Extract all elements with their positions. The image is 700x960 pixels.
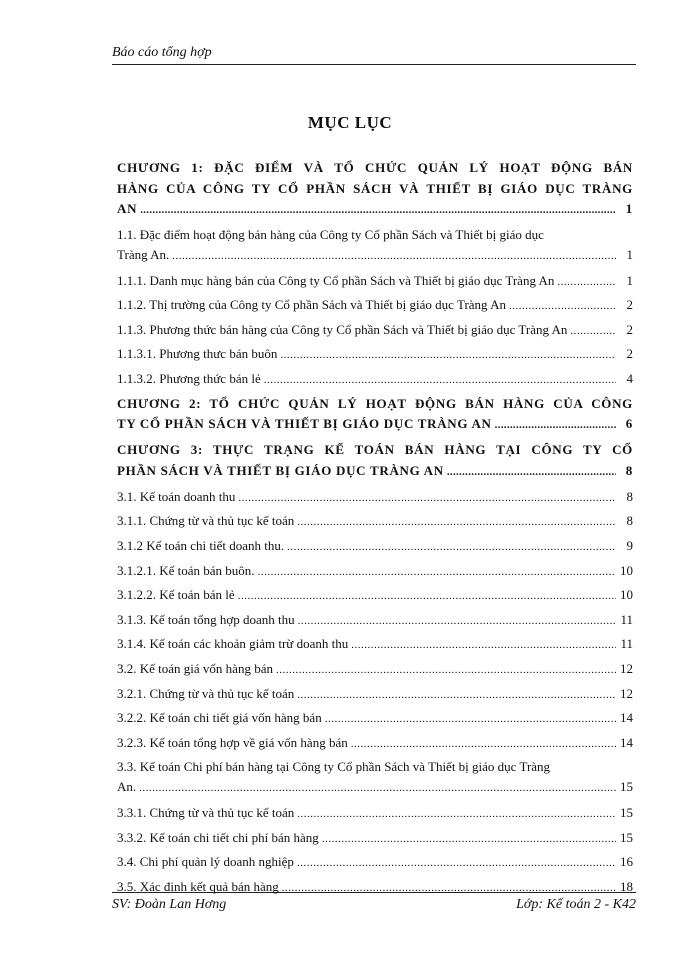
toc-entry-last-line — [117, 561, 633, 582]
toc-entry[interactable] — [117, 757, 633, 798]
toc-entry-last-line — [117, 852, 633, 873]
toc-entry-last-line — [117, 295, 633, 316]
toc-entry-last-line — [117, 610, 633, 631]
toc-entry-last-line — [117, 369, 633, 390]
toc-entry-title: Tràng An. — [117, 247, 170, 263]
header-rule — [112, 64, 636, 65]
toc-entry-title: 3.2.3. Kế toán tổng hợp về giá vốn hàng bán — [117, 734, 348, 750]
toc-dot-leader — [264, 370, 616, 390]
toc-entry-last-line — [117, 245, 633, 266]
toc-entry-title: 1.1.2. Thị trường của Công ty Cổ phần Sách và Thiết bị giáo dục Tràng An — [117, 297, 506, 313]
toc-dot-leader — [282, 878, 616, 898]
toc-entry[interactable] — [117, 708, 633, 728]
toc-entry-title: 1.1.3.2. Phương thức bán lẻ — [117, 371, 261, 387]
toc-dot-leader — [297, 804, 616, 824]
toc-entry[interactable] — [117, 561, 633, 581]
toc-entry-last-line — [117, 877, 633, 898]
toc-entry-last-line — [117, 199, 633, 221]
toc-page-number: 18 — [620, 878, 633, 894]
toc-entry-last-line — [117, 271, 633, 292]
toc-chapter-entry[interactable] — [117, 440, 633, 482]
toc-dot-leader — [297, 512, 616, 532]
toc-entry-title: 3.1.3. Kế toán tổng hợp doanh thu — [117, 611, 295, 627]
header-text: Báo cáo tổng hợp — [112, 45, 212, 60]
toc-entry[interactable] — [117, 511, 633, 531]
toc-chapter-entry[interactable] — [117, 158, 633, 221]
toc-entry-line: CHƯƠNG 1: ĐẶC ĐIỂM VÀ TỔ CHỨC QUẢN LÝ HOẠT ĐỘNG BÁN — [117, 160, 633, 175]
footer-student: SV: Đoàn Lan Hơng — [112, 897, 227, 912]
toc-page-number: 11 — [620, 636, 633, 652]
toc-entry-line: HÀNG CỦA CÔNG TY CỔ PHẦN SÁCH VÀ THIẾT BỊ GIÁO DỤC TRÀNG — [117, 180, 633, 196]
toc-entry[interactable] — [117, 684, 633, 704]
toc-entry[interactable] — [117, 320, 633, 340]
toc-dot-leader — [351, 635, 616, 655]
toc-page-number: 14 — [620, 710, 633, 726]
toc-page-number: 14 — [620, 734, 633, 750]
table-of-contents — [117, 158, 633, 901]
toc-entry-last-line — [117, 684, 633, 705]
toc-dot-leader — [297, 685, 616, 705]
toc-dot-leader — [276, 660, 616, 680]
toc-entry[interactable] — [117, 344, 633, 364]
toc-entry[interactable] — [117, 225, 633, 266]
toc-page-number: 16 — [620, 854, 633, 870]
toc-dot-leader — [297, 853, 616, 873]
toc-entry-title: 1.1.3.1. Phương thưc bán buôn — [117, 346, 278, 362]
toc-entry-title: 3.1. Kế toán doanh thu — [117, 488, 236, 504]
toc-page-number: 2 — [626, 346, 633, 362]
toc-page-number: 8 — [626, 513, 633, 529]
toc-dot-leader — [287, 537, 616, 557]
toc-entry-title: 1.1.1. Danh mục hàng bán của Công ty Cổ phần Sách và Thiết bị giáo dục Tràng An — [117, 272, 555, 288]
toc-entry-title: 3.1.1. Chứng từ và thủ tục kế toán — [117, 513, 295, 529]
page-title: MỤC LỤC — [307, 113, 393, 132]
toc-entry-title: PHẦN SÁCH VÀ THIẾT BỊ GIÁO DỤC TRÀNG AN — [117, 462, 444, 478]
footer-class: Lớp: Kế toán 2 - K42 — [516, 897, 636, 912]
toc-entry-title: 3.5. Xác định kết quả bán hàng — [117, 878, 279, 894]
toc-entry-title: 3.3.2. Kế toán chi tiết chi phí bán hàng — [117, 829, 319, 845]
toc-page-number: 6 — [625, 416, 633, 432]
toc-page-number: 15 — [620, 829, 633, 845]
toc-dot-leader — [570, 321, 616, 341]
toc-page-number: 2 — [626, 321, 633, 337]
toc-dot-leader — [447, 462, 616, 483]
toc-entry-title: 3.1.4. Kế toán các khoản giảm trừ doanh thu — [117, 636, 349, 652]
toc-entry[interactable] — [117, 659, 633, 679]
toc-entry-title: 3.1.2 Kế toán chi tiết doanh thu. — [117, 538, 285, 554]
toc-entry[interactable] — [117, 634, 633, 654]
toc-entry-line: 1.1. Đặc điểm hoạt động bán hàng của Công ty Cổ phần Sách và Thiết bị giáo dục — [117, 227, 544, 243]
toc-entry-line: 3.3. Kế toán Chi phí bán hàng tại Công ty Cổ phần Sách và Thiết bị giáo dục Tràng — [117, 759, 551, 775]
toc-page-number: 8 — [625, 462, 633, 478]
toc-dot-leader — [238, 586, 616, 606]
toc-page-number: 2 — [626, 297, 633, 313]
toc-entry-last-line — [117, 803, 633, 824]
toc-entry-title: An. — [117, 779, 137, 795]
toc-entry-last-line — [117, 536, 633, 557]
toc-dot-leader — [139, 778, 616, 798]
toc-entry[interactable] — [117, 610, 633, 630]
toc-dot-leader — [140, 200, 616, 221]
toc-dot-leader — [509, 296, 616, 316]
toc-dot-leader — [172, 246, 616, 266]
toc-page-number: 10 — [620, 562, 633, 578]
toc-entry[interactable] — [117, 295, 633, 315]
toc-entry-last-line — [117, 733, 633, 754]
toc-dot-leader — [322, 829, 616, 849]
toc-page-number: 10 — [620, 587, 633, 603]
toc-dot-leader — [280, 345, 616, 365]
toc-entry-last-line — [117, 511, 633, 532]
toc-entry-title: TY CỔ PHẦN SÁCH VÀ THIẾT BỊ GIÁO DỤC TRÀNG AN — [117, 416, 492, 432]
toc-entry-last-line — [117, 634, 633, 655]
toc-page-number: 8 — [626, 488, 633, 504]
toc-page-number: 4 — [626, 371, 633, 387]
toc-entry-line: CHƯƠNG 3: THỰC TRẠNG KẾ TOÁN BÁN HÀNG TẠI CÔNG TY CỔ — [117, 442, 633, 458]
toc-entry[interactable] — [117, 369, 633, 389]
toc-entry[interactable] — [117, 536, 633, 556]
toc-dot-leader — [298, 611, 616, 631]
toc-entry-last-line — [117, 414, 633, 436]
toc-dot-leader — [557, 272, 616, 292]
toc-page-number: 12 — [620, 661, 633, 676]
toc-entry-title: 3.3.1. Chứng từ và thủ tục kế toán — [117, 804, 295, 820]
toc-page-number: 12 — [620, 685, 633, 701]
toc-dot-leader — [325, 709, 616, 729]
toc-entry-title: AN — [117, 201, 138, 216]
toc-dot-leader — [495, 415, 616, 436]
toc-dot-leader — [351, 734, 616, 754]
toc-entry[interactable] — [117, 271, 633, 291]
toc-page-number: 1 — [626, 247, 633, 263]
toc-entry-title: 3.4. Chi phí quản lý doanh nghiệp — [117, 854, 294, 870]
toc-page-number: 1 — [625, 201, 633, 216]
toc-entry-last-line — [117, 487, 633, 508]
toc-entry[interactable] — [117, 852, 633, 872]
toc-entry-last-line — [117, 320, 633, 341]
toc-page-number: 15 — [620, 804, 633, 820]
toc-entry-last-line — [117, 344, 633, 365]
toc-entry-last-line — [117, 777, 633, 798]
toc-entry-last-line — [117, 708, 633, 729]
toc-entry[interactable] — [117, 733, 633, 753]
toc-entry[interactable] — [117, 803, 633, 823]
toc-chapter-entry[interactable] — [117, 394, 633, 436]
footer-rule — [112, 892, 636, 893]
toc-entry-last-line — [117, 828, 633, 849]
toc-entry[interactable] — [117, 585, 633, 605]
toc-entry-last-line — [117, 461, 633, 483]
toc-entry[interactable] — [117, 487, 633, 507]
toc-entry-last-line — [117, 659, 633, 680]
toc-page-number: 11 — [620, 611, 633, 627]
toc-entry-title: 3.2.1. Chứng từ và thủ tục kế toán — [117, 685, 295, 701]
toc-entry-title: 3.1.2.1. Kế toán bán buôn. — [117, 562, 255, 578]
toc-page-number: 15 — [620, 779, 633, 795]
toc-entry-line: CHƯƠNG 2: TỔ CHỨC QUẢN LÝ HOẠT ĐỘNG BÁN HÀNG CỦA CÔNG — [117, 395, 633, 411]
toc-entry-title: 3.1.2.2. Kế toán bán lẻ — [117, 587, 235, 603]
toc-page-number: 9 — [626, 538, 633, 554]
toc-page-number: 1 — [626, 272, 633, 288]
toc-dot-leader — [258, 562, 616, 582]
toc-entry[interactable] — [117, 828, 633, 848]
toc-dot-leader — [238, 488, 616, 508]
toc-entry-title: 1.1.3. Phương thức bán hàng của Công ty Cổ phần Sách và Thiết bị giáo dục Tràng An — [117, 321, 568, 337]
toc-entry[interactable] — [117, 877, 633, 897]
toc-entry-title: 3.2.2. Kế toán chi tiết giá vốn hàng bán — [117, 710, 322, 726]
toc-entry-title: 3.2. Kế toán giá vốn hàng bán — [117, 661, 273, 676]
toc-entry-last-line — [117, 585, 633, 606]
